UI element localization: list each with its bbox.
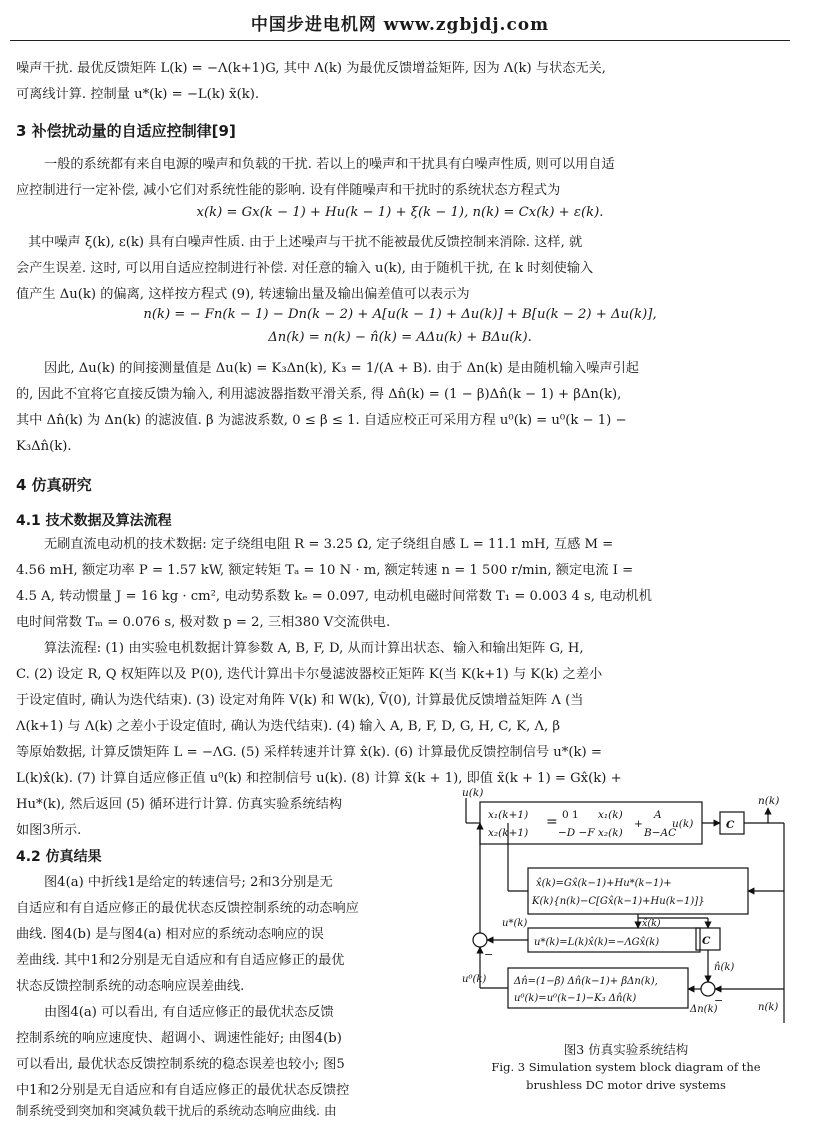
text-line: 其中 Δn̂(k) 为 Δn(k) 的滤波值. β 为滤波系数, 0 ≤ β ≤ 1. 自适应校正可采用方程 u⁰(k) = u⁰(k − 1) −	[16, 413, 627, 428]
text-line: 因此, Δu(k) 的间接测量值是 Δu(k) = K₃Δn(k), K₃ = 1/(A + B). 由于 Δn(k) 是由随机输入噪声引起	[44, 361, 639, 376]
label-col-b: B−AC	[644, 827, 677, 839]
figure-caption-en-1: Fig. 3 Simulation system block diagram of the	[491, 1060, 761, 1074]
summing-junction-right	[701, 982, 715, 996]
text-line: Hu*(k), 然后返回 (5) 循环进行计算. 仿真实验系统结构	[16, 797, 343, 812]
label-observer-eq2: K(k){n(k)−C[Gx̂(k−1)+Hu(k−1)]}	[532, 896, 705, 907]
text-line: 中1和2分别是无自适应和有自适应修正的最优状态反馈控	[16, 1083, 350, 1098]
text-line: 会产生误差. 这时, 可以用自适应控制进行补偿. 对任意的输入 u(k), 由于随机干扰, 在 k 时刻使输入	[16, 261, 594, 276]
text-line: 于设定值时, 确认为迭代结束). (3) 设定对角阵 V(k) 和 W(k), Ṽ(0), 计算最优反馈增益矩阵 Λ (当	[16, 693, 584, 708]
observer-box	[528, 868, 748, 914]
label-nhat: n̂(k)	[714, 962, 735, 973]
label-u0: u⁰(k)	[462, 974, 487, 985]
label-x2-next: x₂(k+1)	[488, 827, 529, 839]
text-line: 4.56 mH, 额定功率 P = 1.57 kW, 额定转矩 Tₐ = 10 N · m, 额定转速 n = 1 500 r/min, 额定电流 I =	[16, 563, 634, 578]
section-3-heading: 3 补偿扰动量的自适应控制律[9]	[16, 122, 236, 140]
text-line: 可以看出, 最优状态反馈控制系统的稳态误差也较小; 图5	[16, 1057, 345, 1072]
equation-speed: n(k) = − Fn(k − 1) − Dn(k − 2) + A[u(k − 1) + Δu(k)] + B[u(k − 2) + Δu(k)],	[143, 307, 657, 322]
label-c: C	[726, 819, 735, 831]
page-header: 中国步进电机网 www.zgbjdj.com	[250, 15, 550, 35]
label-ustar: u*(k)	[502, 918, 528, 929]
equation-deviation: Δn(k) = n(k) − n̂(k) = AΔu(k) + BΔu(k).	[268, 330, 532, 345]
text-line: 的, 因此不宜将它直接反馈为输入, 利用滤波器指数平滑关系, 得 Δn̂(k) = (1 − β)Δn̂(k − 1) + βΔn(k),	[16, 387, 622, 402]
label-observer-eq1: x̂(k)=Gx̂(k−1)+Hu*(k−1)+	[536, 878, 672, 889]
label-c2: C	[702, 935, 711, 947]
section-4-heading: 4 仿真研究	[16, 476, 92, 494]
text-line: 4.5 A, 转动惯量 J = 16 kg · cm², 电动势系数 kₑ = 0.097, 电动机电磁时间常数 T₁ = 0.003 4 s, 电动机机	[16, 589, 652, 604]
text-line: 图4(a) 中折线1是给定的转速信号; 2和3分别是无	[44, 875, 333, 890]
text-line: 应控制进行一定补偿, 减小它们对系统性能的影响. 设有伴随噪声和干扰时的系统状态方程式为	[16, 183, 561, 198]
text-line: 电时间常数 Tₘ = 0.076 s, 极对数 p = 2, 三相380 V交流供电.	[16, 615, 391, 630]
summing-junction-left	[473, 933, 487, 947]
label-x2: x₂(k)	[598, 827, 623, 839]
section-4-2-heading: 4.2 仿真结果	[16, 849, 102, 865]
text-line: 其中噪声 ξ(k), ε(k) 具有白噪声性质. 由于上述噪声与干扰不能被最优反馈控制来消除. 这样, 就	[28, 235, 583, 250]
label-xhat: x̂(k)	[642, 918, 661, 929]
label-minus-right: −	[714, 994, 724, 1007]
figure-caption-cn: 图3 仿真实验系统结构	[563, 1042, 689, 1057]
text-line: 差曲线. 其中1和2分别是无自适应和有自适应修正的最优	[16, 953, 345, 968]
text-line: 等原始数据, 计算反馈矩阵 L = −ΛG. (5) 采样转速并计算 x̂(k). (6) 计算最优反馈控制信号 u*(k) =	[16, 745, 602, 760]
text-line: 无刷直流电动机的技术数据: 定子绕组电阻 R = 3.25 Ω, 定子绕组自感 L = 11.1 mH, 互感 M =	[44, 537, 614, 552]
label-x1-next: x₁(k+1)	[488, 809, 529, 821]
label-controller-eq: u*(k)=L(k)x̂(k)=−ΛGx̂(k)	[534, 937, 660, 948]
figure-caption-en-2: brushless DC motor drive systems	[526, 1078, 726, 1092]
equation-state: x(k) = Gx(k − 1) + Hu(k − 1) + ξ(k − 1), n(k) = Cx(k) + ε(k).	[196, 205, 604, 220]
text-line: 噪声干扰. 最优反馈矩阵 L(k) = −Λ(k+1)G, 其中 Λ(k) 为最优反馈增益矩阵, 因为 Λ(k) 与状态无关,	[16, 61, 606, 76]
text-line: 曲线. 图4(b) 是与图4(a) 相对应的系统动态响应的误	[16, 927, 324, 942]
label-x1: x₁(k)	[598, 809, 623, 821]
text-line: 状态反馈控制系统的动态响应误差曲线.	[16, 979, 245, 994]
label-minus-left: −	[484, 948, 494, 961]
label-adapt-eq2: u⁰(k)=u⁰(k−1)−K₃ Δn̂(k)	[514, 993, 637, 1004]
text-line: Λ(k+1) 与 Λ(k) 之差小于设定值时, 确认为迭代结束). (4) 输入 A, B, F, D, G, H, C, K, Λ, β	[16, 719, 561, 734]
header-rule	[10, 40, 790, 41]
label-matrix-row2: −D −F	[558, 827, 595, 839]
text-line: C. (2) 设定 R, Q 权矩阵以及 P(0), 迭代计算出卡尔曼滤波器校正矩阵 K(当 K(k+1) 与 K(k) 之差小	[16, 667, 603, 682]
text-line: 值产生 Δu(k) 的偏离, 这样按方程式 (9), 转速输出量及输出偏差值可以表示为	[16, 287, 470, 302]
label-col-a: A	[654, 809, 662, 821]
label-adapt-eq1: Δn̂=(1−β) Δn̂(k−1)+ βΔn(k),	[514, 976, 658, 987]
label-plus: +	[634, 818, 643, 830]
figure-3-block-diagram	[458, 787, 794, 1036]
text-line: 如图3所示.	[16, 823, 82, 838]
label-n-out: n(k)	[758, 795, 780, 807]
label-u: u(k)	[462, 787, 484, 799]
text-line: 由图4(a) 可以看出, 有自适应修正的最优状态反馈	[44, 1005, 334, 1020]
text-line: 可离线计算. 控制量 u*(k) = −L(k) x̃(k).	[16, 87, 260, 102]
text-line: 一般的系统都有来自电源的噪声和负载的干扰. 若以上的噪声和干扰具有白噪声性质, 则可以用自适	[44, 157, 615, 172]
label-n-feedback: n(k)	[758, 1002, 779, 1013]
label-matrix-row1: 0 1	[562, 809, 579, 821]
label-u-after: u(k)	[672, 818, 694, 830]
text-line: 控制系统的响应速度快、超调小、调速性能好; 由图4(b)	[16, 1031, 342, 1046]
text-line: 制系统受到突加和突减负载干扰后的系统动态响应曲线. 由	[16, 1103, 337, 1118]
text-line: 自适应和有自适应修正的最优状态反馈控制系统的动态响应	[16, 901, 359, 916]
text-line: L(k)x̂(k). (7) 计算自适应修正值 u⁰(k) 和控制信号 u(k). (8) 计算 x̃(k + 1), 即值 x̃(k + 1) = Gx̂(k) +	[16, 771, 622, 786]
svg-text:=: =	[546, 814, 558, 830]
label-delta-n: Δn(k)	[690, 1004, 718, 1015]
text-line: 算法流程: (1) 由实验电机数据计算参数 A, B, F, D, 从而计算出状态、输入和输出矩阵 G, H,	[44, 641, 584, 656]
section-4-1-heading: 4.1 技术数据及算法流程	[16, 513, 172, 529]
text-line: K₃Δn̂(k).	[16, 439, 72, 454]
